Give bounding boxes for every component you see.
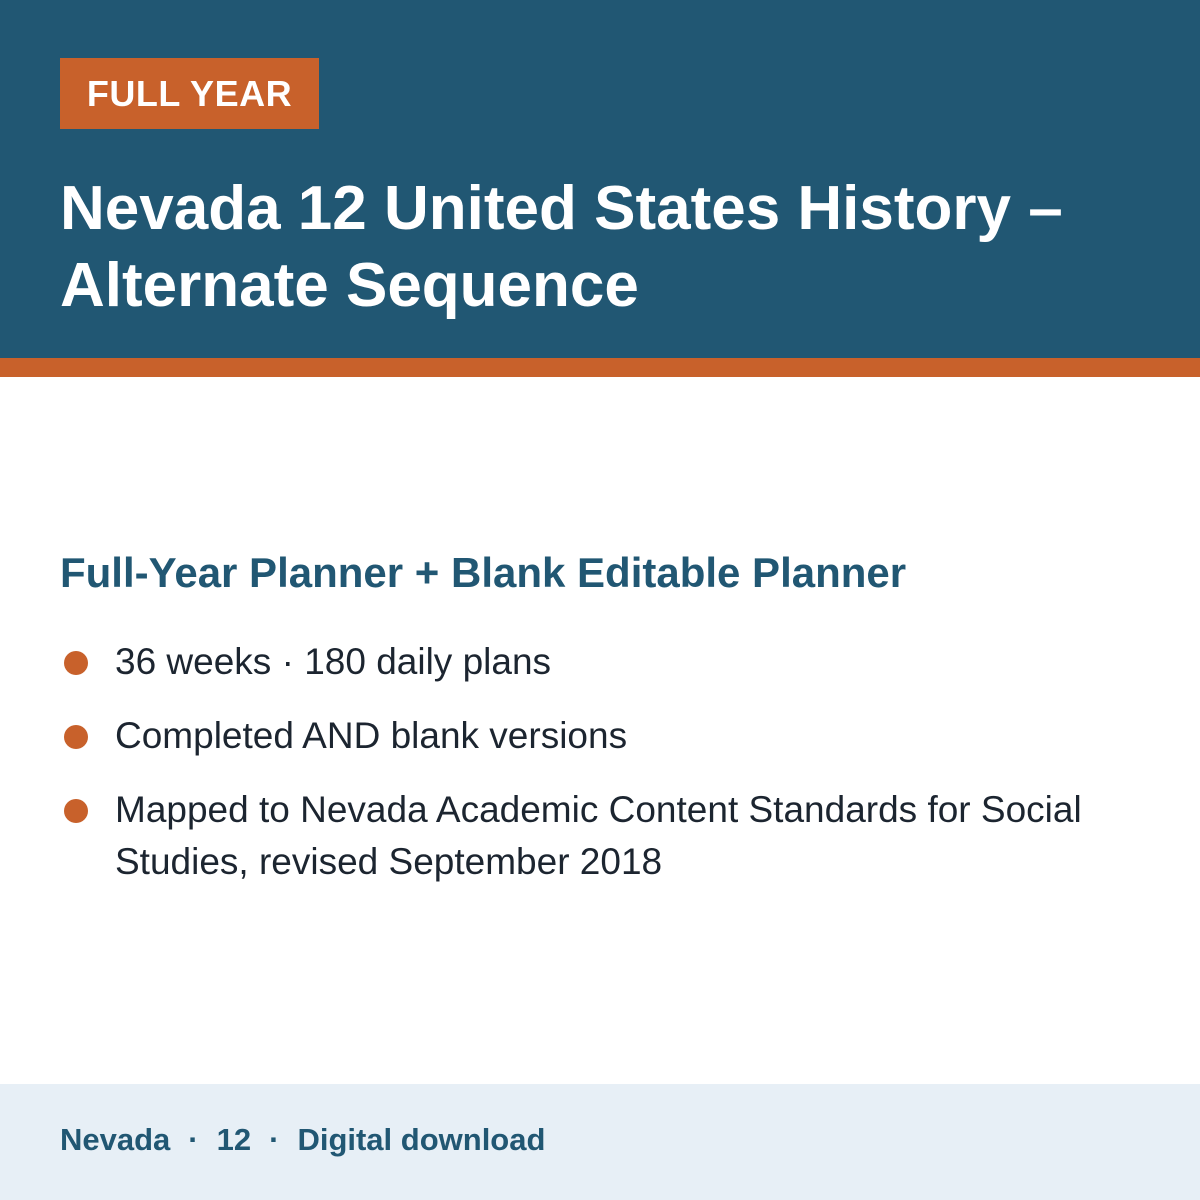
bullet-dot-icon xyxy=(64,725,88,749)
footer-grade: 12 xyxy=(216,1122,252,1157)
feature-item xyxy=(60,784,1120,888)
bullet-dot-icon xyxy=(64,799,88,823)
feature-item xyxy=(60,636,1120,688)
bullet-dot-icon xyxy=(64,651,88,675)
footer-separator: · xyxy=(188,1122,199,1157)
full-year-badge: FULL YEAR xyxy=(60,58,319,129)
product-subtitle: Full-Year Planner + Blank Editable Planner xyxy=(60,549,907,596)
feature-text: Mapped to Nevada Academic Content Standards for Social Studies, revised September 2018 xyxy=(115,789,1082,882)
feature-text: 36 weeks · 180 daily plans xyxy=(115,641,552,682)
header-banner xyxy=(0,0,1200,358)
header-accent-stripe xyxy=(0,358,1200,377)
footer-format: Digital download xyxy=(297,1122,546,1157)
page-title: Nevada 12 United States History – Alternate Sequence xyxy=(60,174,1063,320)
feature-text: Completed AND blank versions xyxy=(115,715,628,756)
footer-state: Nevada xyxy=(60,1122,171,1157)
feature-item xyxy=(60,710,1120,762)
footer-separator: · xyxy=(269,1122,280,1157)
footer-meta xyxy=(60,1120,545,1160)
feature-list xyxy=(60,636,1120,910)
